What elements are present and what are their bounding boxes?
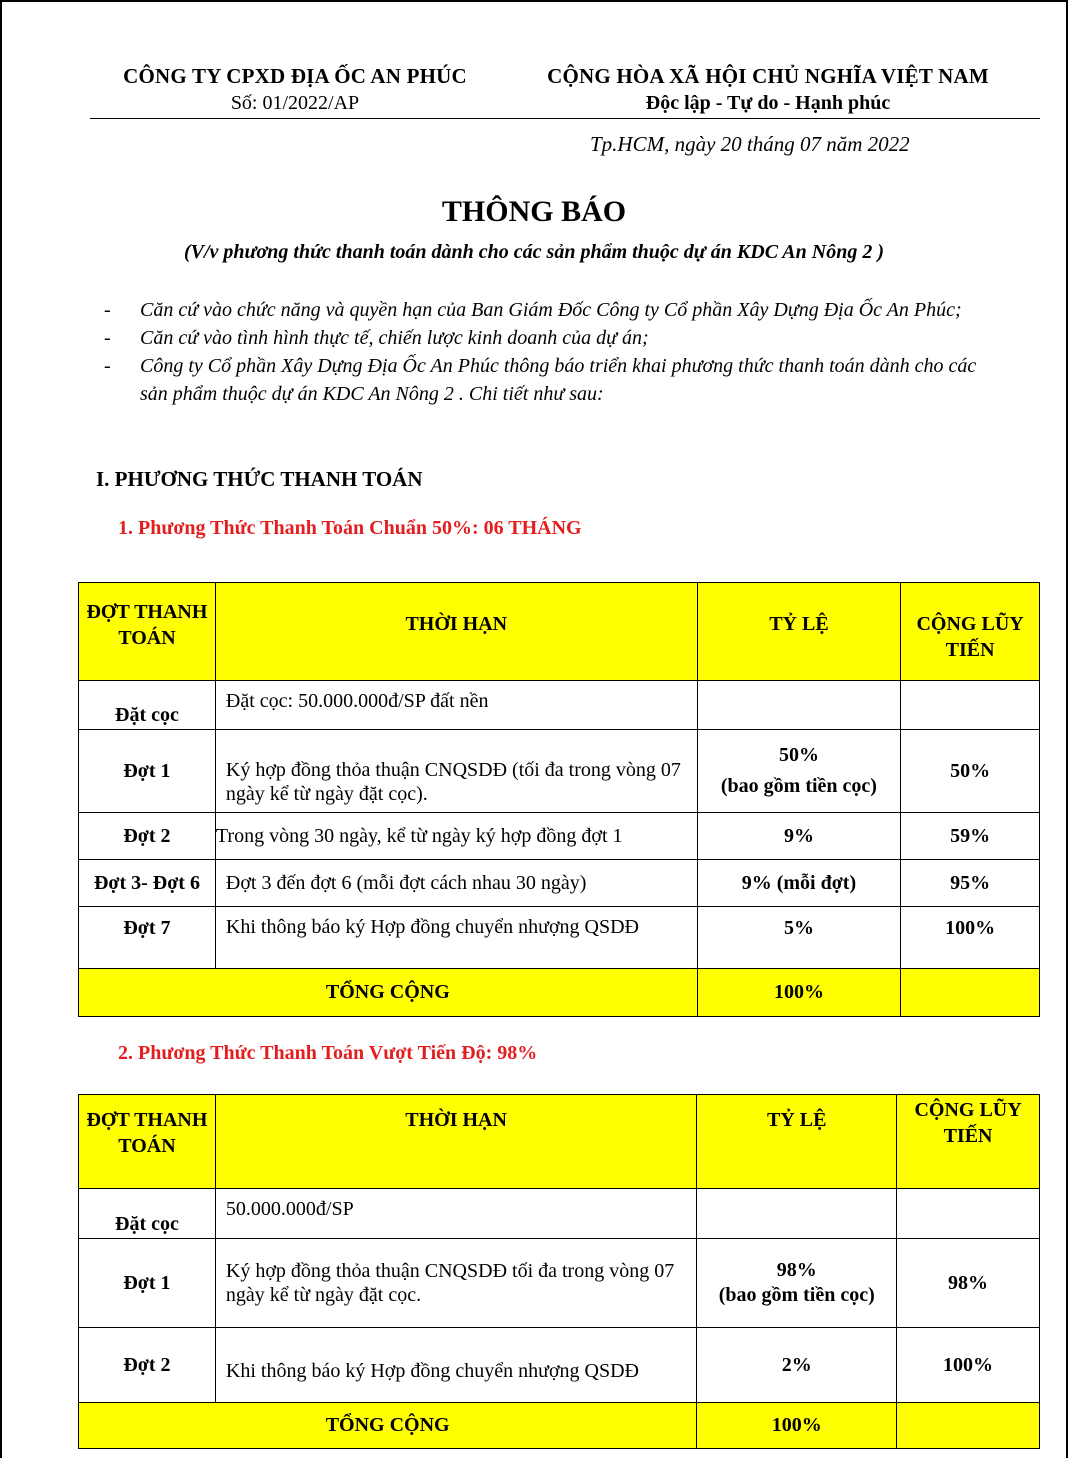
period-cell: Đợt 7: [79, 907, 216, 969]
period-cell: Đợt 2: [79, 813, 216, 860]
table-header-row: [79, 583, 1040, 681]
total-value: 100%: [697, 969, 901, 1017]
table-row: [79, 730, 1040, 813]
term-cell: 50.000.000đ/SP: [215, 1189, 696, 1239]
table-row: [79, 1189, 1040, 1239]
cumulative-cell: 98%: [897, 1239, 1040, 1328]
term-cell: Đợt 3 đến đợt 6 (mỗi đợt cách nhau 30 ngày): [215, 860, 697, 907]
cumulative-cell: 100%: [897, 1328, 1040, 1403]
bullet-dash: -: [104, 299, 111, 321]
basis-list: [104, 296, 984, 408]
term-cell: Khi thông báo ký Hợp đồng chuyển nhượng QSDĐ: [215, 907, 697, 969]
rate-cell: 9%: [697, 813, 901, 860]
header-left: [90, 64, 500, 115]
section-heading: I. PHƯƠNG THỨC THANH TOÁN: [96, 467, 423, 491]
plan1-heading: 1. Phương Thức Thanh Toán Chuẩn 50%: 06 THÁNG: [118, 517, 582, 539]
term-cell: Đặt cọc: 50.000.000đ/SP đất nền: [215, 681, 697, 730]
table-total-row: [79, 1403, 1040, 1449]
term-cell: Ký hợp đồng thỏa thuận CNQSDĐ tối đa trong vòng 07 ngày kể từ ngày đặt cọc.: [215, 1239, 696, 1328]
plan2-table: [78, 1094, 1040, 1449]
total-cumulative-cell: [897, 1403, 1040, 1449]
cumulative-cell: 95%: [901, 860, 1040, 907]
header-rate: TỶ LỆ: [697, 583, 901, 681]
period-cell: Đợt 1: [79, 730, 216, 813]
table-row: [79, 907, 1040, 969]
cumulative-cell: [897, 1189, 1040, 1239]
rate-cell: [697, 730, 901, 813]
period-cell: Đợt 1: [79, 1239, 216, 1328]
table-row: [79, 813, 1040, 860]
rate-note: (bao gồm tiền cọc): [718, 1284, 875, 1306]
period-cell: Đặt cọc: [79, 1189, 216, 1239]
rate-value: 98%: [776, 1259, 817, 1281]
bullet-dash: -: [104, 327, 111, 349]
table-row: [79, 1328, 1040, 1403]
header-rate: TỶ LỆ: [697, 1095, 897, 1189]
rate-cell: [697, 1189, 897, 1239]
list-item: [104, 352, 984, 408]
table-row: [79, 860, 1040, 907]
period-cell: Đợt 3- Đợt 6: [79, 860, 216, 907]
header-cumulative: CỘNG LŨY TIẾN: [897, 1095, 1040, 1189]
list-item-text: Căn cứ vào tình hình thực tế, chiến lược kinh doanh của dự án;: [140, 327, 649, 349]
period-cell: Đặt cọc: [79, 681, 216, 730]
total-label: TỔNG CỘNG: [79, 1403, 697, 1449]
total-cumulative-cell: [901, 969, 1040, 1017]
list-item: [104, 296, 984, 324]
plan2-heading: 2. Phương Thức Thanh Toán Vượt Tiến Độ: 98%: [118, 1042, 538, 1064]
nation-name: CỘNG HÒA XÃ HỘI CHỦ NGHĨA VIỆT NAM: [547, 64, 989, 88]
header-period: ĐỢT THANH TOÁN: [79, 1095, 216, 1189]
list-item-text: Căn cứ vào chức năng và quyền hạn của Ban Giám Đốc Công ty Cổ phần Xây Dựng Địa Ốc An Phúc;: [140, 299, 962, 321]
header-right: [516, 64, 1020, 115]
cumulative-cell: 59%: [901, 813, 1040, 860]
term-cell: Khi thông báo ký Hợp đồng chuyển nhượng QSDĐ: [215, 1328, 696, 1403]
cumulative-cell: 50%: [901, 730, 1040, 813]
header-period: ĐỢT THANH TOÁN: [79, 583, 216, 681]
rate-cell: 2%: [697, 1328, 897, 1403]
table-row: [79, 1239, 1040, 1328]
total-label: TỔNG CỘNG: [79, 969, 698, 1017]
bullet-dash: -: [104, 355, 111, 377]
document-subtitle: (V/v phương thức thanh toán dành cho các sản phẩm thuộc dự án KDC An Nông 2 ): [184, 241, 884, 263]
term-cell: Ký hợp đồng thỏa thuận CNQSDĐ (tối đa trong vòng 07 ngày kể từ ngày đặt cọc).: [215, 730, 697, 813]
table-total-row: [79, 969, 1040, 1017]
header-term: THỜI HẠN: [215, 583, 697, 681]
document-number: Số: 01/2022/AP: [230, 92, 360, 114]
rate-cell: 5%: [697, 907, 901, 969]
total-value: 100%: [697, 1403, 897, 1449]
table-row: [79, 681, 1040, 730]
rate-value: 50%: [778, 744, 819, 766]
rate-note: (bao gồm tiền cọc): [720, 775, 877, 797]
company-name: CÔNG TY CPXD ĐỊA ỐC AN PHÚC: [123, 64, 467, 88]
document-title: THÔNG BÁO: [441, 195, 627, 228]
header-divider: [90, 118, 1040, 119]
table-header-row: [79, 1095, 1040, 1189]
cumulative-cell: [901, 681, 1040, 730]
rate-cell: [697, 681, 901, 730]
cumulative-cell: 100%: [901, 907, 1040, 969]
national-motto: Độc lập - Tự do - Hạnh phúc: [645, 92, 891, 114]
list-item: [104, 324, 984, 352]
header-cumulative: CỘNG LŨY TIẾN: [901, 583, 1040, 681]
rate-cell: 9% (mỗi đợt): [697, 860, 901, 907]
document-date: Tp.HCM, ngày 20 tháng 07 năm 2022: [590, 132, 910, 156]
list-item-text: Công ty Cổ phần Xây Dựng Địa Ốc An Phúc thông báo triển khai phương thức thanh toán dành cho các sản phẩm thuộc dự án KDC An Nông 2 . Chi tiết như sau:: [140, 355, 977, 405]
term-cell: Trong vòng 30 ngày, kể từ ngày ký hợp đồng đợt 1: [215, 813, 697, 860]
header-term: THỜI HẠN: [215, 1095, 696, 1189]
rate-cell: [697, 1239, 897, 1328]
plan1-table: [78, 582, 1040, 1017]
period-cell: Đợt 2: [79, 1328, 216, 1403]
